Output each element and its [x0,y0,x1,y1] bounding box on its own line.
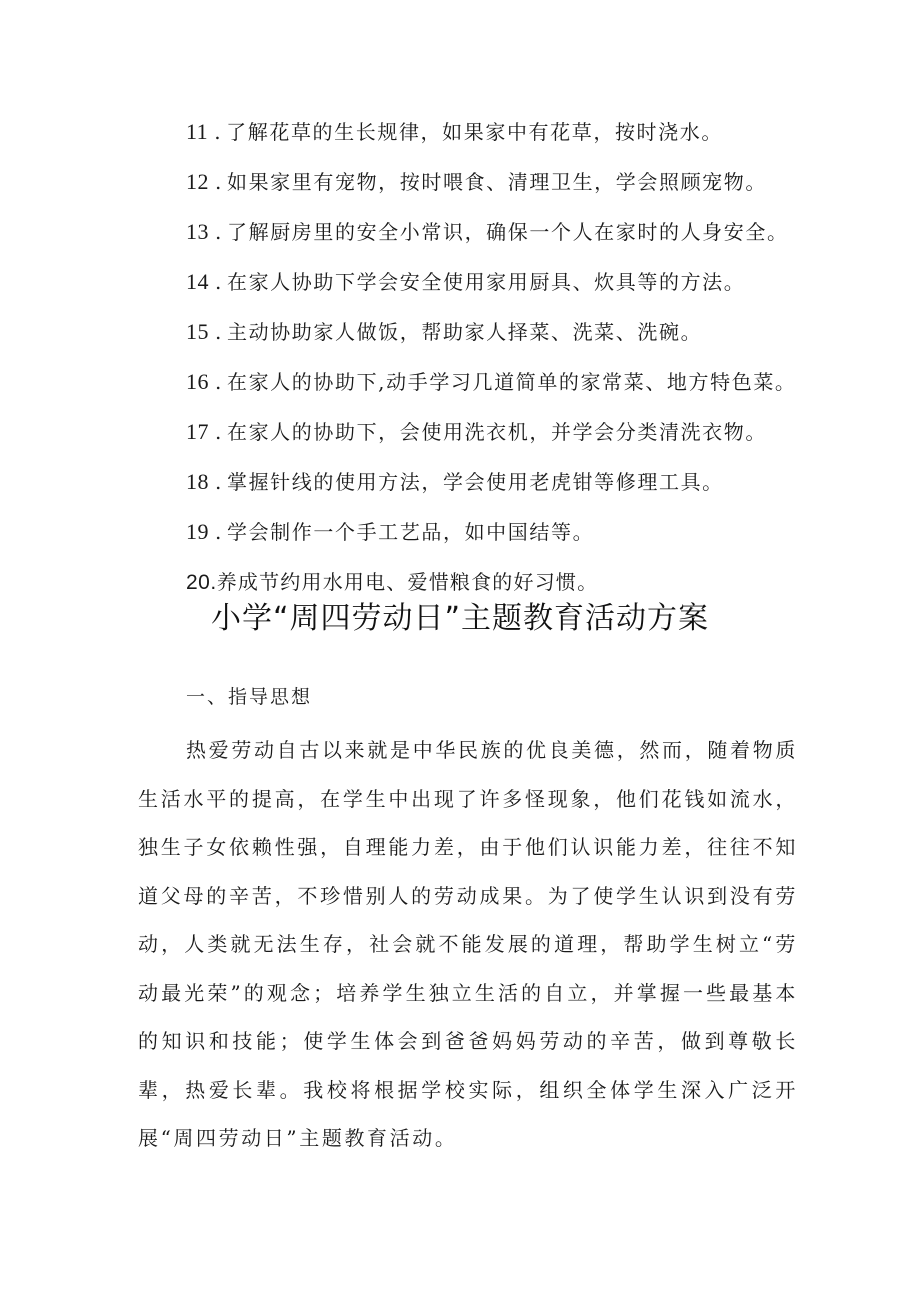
section-heading: 一、指导思想 [186,686,313,708]
body-paragraph: 热爱劳动自古以来就是中华民族的优良美德，然而，随着物质生活水平的提高，在学生中出现了许多怪现象，他们花钱如流水，独生子女依赖性强，自理能力差，由于他们认识能力差，往往不知道父母的辛苦，不珍惜别人的劳动成果。为了使学生认识到没有劳动，人类就无法生存，社会就不能发展的道理，帮助学生树立“劳动最光荣”的观念；培养学生独立生活的自立，并掌握一些最基本的知识和技能；使学生体会到爸爸妈妈劳动的辛苦，做到尊敬长辈，热爱长辈。我校将根据学校实际，组织全体学生深入广泛开展“周四劳动日”主题教育活动。 [138,738,798,1150]
list-item [186,364,846,414]
list-item [186,214,846,264]
task-list [186,114,846,614]
item-text: 在家人的协助下，会使用洗衣机，并学会分类清洗衣物。 [226,420,767,444]
item-text: 如果家里有宠物，按时喂食、清理卫生，学会照顾宠物。 [226,170,767,194]
item-number: 18 [186,469,209,494]
list-item [186,314,846,364]
item-text: 在家人的协助下,动手学习几道简单的家常菜、地方特色菜。 [226,370,797,394]
item-separator: . [215,520,223,544]
item-separator: . [215,420,223,444]
list-item [186,114,846,164]
item-separator: . [215,270,223,294]
item-separator: . [215,470,223,494]
list-item [186,164,846,214]
item-number: 17 [186,419,209,444]
item-text: 了解厨房里的安全小常识，确保一个人在家时的人身安全。 [226,220,789,244]
item-number: 11 [186,119,209,144]
item-separator: . [215,370,223,394]
item-number: 14 [186,269,209,294]
item-text: 主动协助家人做饭，帮助家人择菜、洗菜、洗碗。 [226,320,703,344]
list-item [186,414,846,464]
item-separator: . [215,220,223,244]
item-text: 了解花草的生长规律，如果家中有花草，按时浇水。 [226,120,723,144]
list-item [186,464,846,514]
item-number: 13 [186,219,209,244]
item-text: 掌握针线的使用方法，学会使用老虎钳等修理工具。 [226,470,724,494]
item-separator: . [215,320,223,344]
item-separator: . [215,170,223,194]
item-number: 12 [186,169,209,194]
list-item [186,514,846,564]
item-text: 学会制作一个手工艺品，如中国结等。 [226,520,595,544]
list-item [186,264,846,314]
item-separator: . [214,120,223,144]
item-number: 20. [186,571,217,594]
item-number: 19 [186,519,209,544]
item-text: 养成节约用水用电、爱惜粮食的好习惯。 [216,570,599,594]
item-text: 在家人协助下学会安全使用家用厨具、炊具等的方法。 [226,270,746,294]
item-number: 16 [186,369,209,394]
document-title: 小学“周四劳动日”主题教育活动方案 [210,601,710,636]
item-number: 15 [186,319,209,344]
